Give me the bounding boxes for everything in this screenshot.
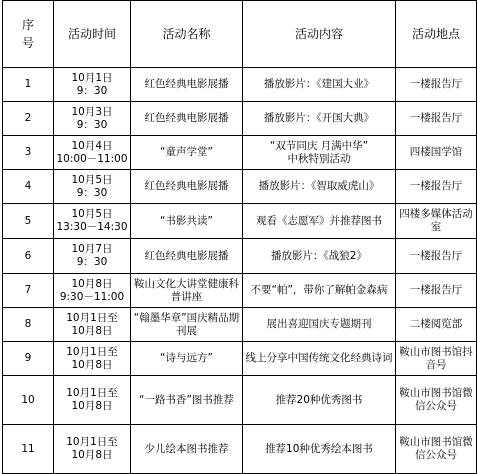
header-time: 活动时间: [54, 1, 131, 68]
cell-content: 观看《志愿军》并推荐图书: [243, 204, 396, 239]
cell-place: 四楼国学馆: [396, 136, 477, 170]
cell-no: 3: [3, 136, 54, 170]
cell-no: 7: [3, 274, 54, 308]
cell-name: 鞍山文化大讲堂健康科普讲座: [131, 274, 243, 308]
cell-place: 四楼多媒体活动室: [396, 204, 477, 239]
cell-name: 红色经典电影展播: [131, 170, 243, 204]
cell-no: 5: [3, 204, 54, 239]
table-row: [3, 308, 477, 342]
cell-name: 红色经典电影展播: [131, 68, 243, 102]
cell-time: 10月5日 9：30: [54, 170, 131, 204]
cell-place: 二楼阅览部: [396, 308, 477, 342]
table-row: [3, 376, 477, 425]
header-place: 活动地点: [396, 1, 477, 68]
table-row: [3, 68, 477, 102]
header-row: [3, 1, 477, 68]
cell-content: “双节同庆 月满中华” 中秋特别活动: [243, 136, 396, 170]
header-no: 序号: [3, 1, 54, 68]
table-row: [3, 204, 477, 239]
cell-no: 8: [3, 308, 54, 342]
cell-name: 少儿绘本图书推荐: [131, 425, 243, 474]
cell-content: 展出喜迎国庆专题期刊: [243, 308, 396, 342]
table-row: [3, 170, 477, 204]
table-row: [3, 342, 477, 376]
header-name: 活动名称: [131, 1, 243, 68]
cell-no: 2: [3, 102, 54, 136]
table-row: [3, 136, 477, 170]
cell-time: 10月1日至 10月8日: [54, 342, 131, 376]
cell-time: 10月7日 9：30: [54, 239, 131, 274]
cell-no: 1: [3, 68, 54, 102]
table-body: [3, 68, 477, 474]
cell-time: 10月4日 10:00－11:00: [54, 136, 131, 170]
cell-place: 鞍山市图书馆微信公众号: [396, 425, 477, 474]
cell-time: 10月1日 9：30: [54, 68, 131, 102]
table-row: [3, 239, 477, 274]
table-row: [3, 102, 477, 136]
cell-content: 不要“帕”，带你了解帕金森病: [243, 274, 396, 308]
cell-place: 一楼报告厅: [396, 239, 477, 274]
cell-time: 10月1日至 10月8日: [54, 308, 131, 342]
cell-no: 4: [3, 170, 54, 204]
cell-content: 线上分享中国传统文化经典诗词: [243, 342, 396, 376]
cell-time: 10月8日 9:30－11:00: [54, 274, 131, 308]
cell-time: 10月5日 13:30－14:30: [54, 204, 131, 239]
cell-place: 鞍山市图书馆抖音号: [396, 342, 477, 376]
cell-time: 10月1日至 10月8日: [54, 376, 131, 425]
table-row: [3, 425, 477, 474]
cell-no: 10: [3, 376, 54, 425]
cell-name: “一路书香”图书推荐: [131, 376, 243, 425]
cell-name: “翰墨华章”国庆精品期刊展: [131, 308, 243, 342]
cell-name: “童声学堂”: [131, 136, 243, 170]
cell-time: 10月3日 9：30: [54, 102, 131, 136]
cell-place: 一楼报告厅: [396, 274, 477, 308]
cell-content: 播放影片：《战狼2》: [243, 239, 396, 274]
cell-place: 一楼报告厅: [396, 102, 477, 136]
cell-content: 推荐10种优秀绘本图书: [243, 425, 396, 474]
cell-name: “诗与远方”: [131, 342, 243, 376]
cell-content: 播放影片：《开国大典》: [243, 102, 396, 136]
cell-content: 播放影片：《智取威虎山》: [243, 170, 396, 204]
cell-no: 6: [3, 239, 54, 274]
cell-no: 9: [3, 342, 54, 376]
cell-place: 一楼报告厅: [396, 68, 477, 102]
cell-name: “书影共读”: [131, 204, 243, 239]
cell-content: 推荐20种优秀图书: [243, 376, 396, 425]
activity-schedule-table: [2, 0, 477, 474]
header-content: 活动内容: [243, 1, 396, 68]
cell-place: 鞍山市图书馆微信公众号: [396, 376, 477, 425]
cell-place: 一楼报告厅: [396, 170, 477, 204]
cell-name: 红色经典电影展播: [131, 102, 243, 136]
cell-no: 11: [3, 425, 54, 474]
cell-content: 播放影片：《建国大业》: [243, 68, 396, 102]
table-row: [3, 274, 477, 308]
cell-name: 红色经典电影展播: [131, 239, 243, 274]
cell-time: 10月1日至 10月8日: [54, 425, 131, 474]
